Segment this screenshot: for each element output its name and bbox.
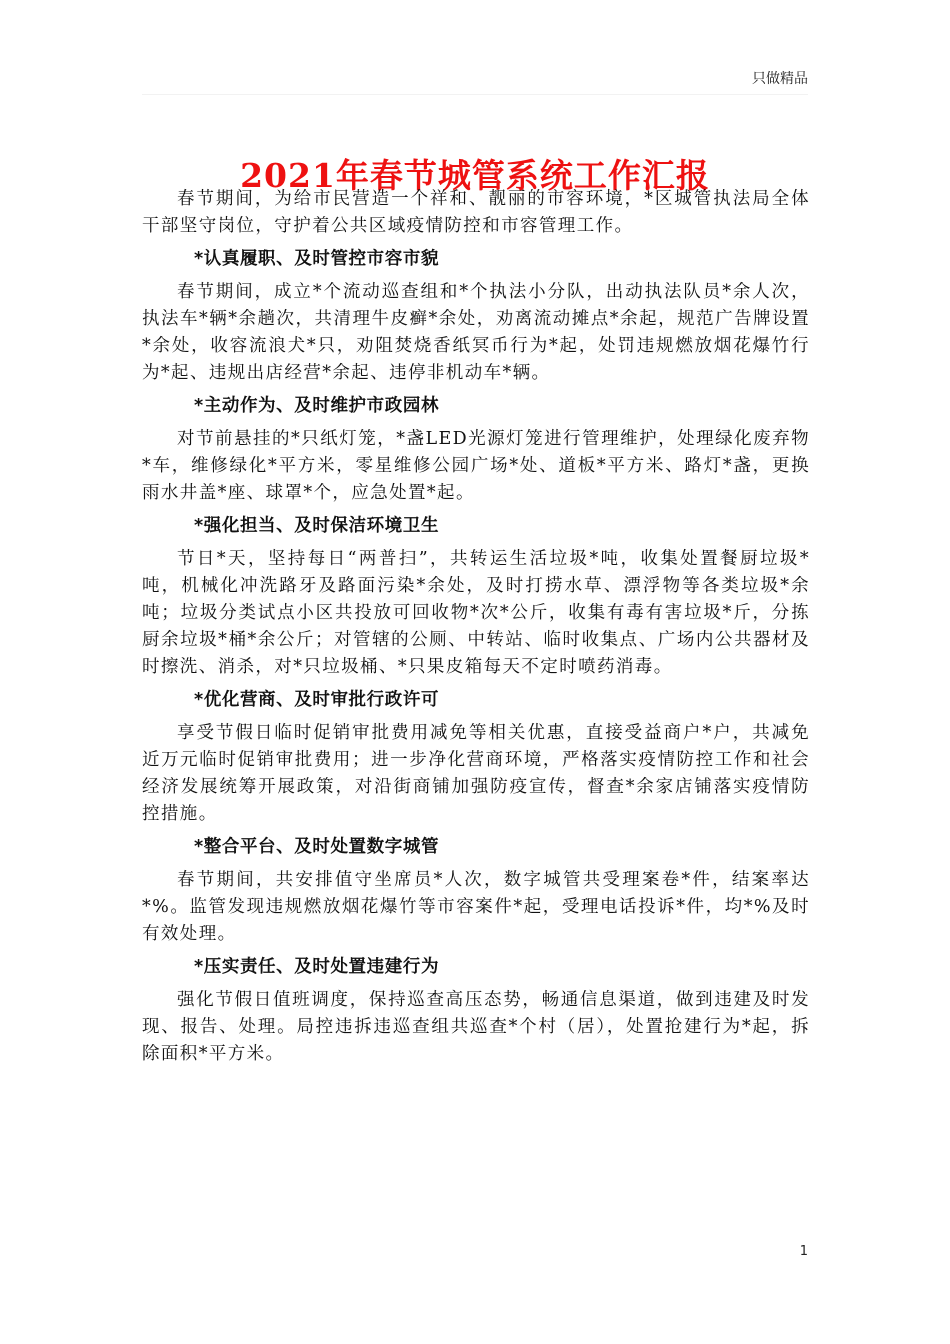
intro-paragraph: 春节期间，为给市民营造一个祥和、靓丽的市容环境，*区城管执法局全体干部坚守岗位，守护着公共区域疫情防控和市容管理工作。 [142, 189, 810, 236]
page-number: 1 [799, 1244, 808, 1259]
section-body-1: 春节期间，成立*个流动巡查组和*个执法小分队，出动执法队员*余人次，执法车*辆*余趟次，共清理牛皮癣*余处，劝离流动摊点*余起，规范广告牌设置*余处，收容流浪犬*只，劝阻焚烧香纸冥币行为*起，处罚违规燃放烟花爆竹行为*起、违规出店经营*余起、违停非机动车*辆。 [142, 282, 810, 383]
section-heading-5: *整合平台、及时处置数字城管 [194, 837, 440, 857]
section-heading-2: *主动作为、及时维护市政园林 [194, 396, 440, 416]
section-heading-6: *压实责任、及时处置违建行为 [194, 957, 440, 977]
section-body-5: 春节期间，共安排值守坐席员*人次，数字城管共受理案卷*件，结案率达*%。监管发现违规燃放烟花爆竹等市容案件*起，受理电话投诉*件，均*%及时有效处理。 [142, 870, 810, 944]
section-heading-3: *强化担当、及时保洁环境卫生 [194, 516, 440, 536]
section-heading-4: *优化营商、及时审批行政许可 [194, 690, 440, 710]
section-body-4: 享受节假日临时促销审批费用减免等相关优惠，直接受益商户*户，共减免近万元临时促销审批费用；进一步净化营商环境，严格落实疫情防控工作和社会经济发展统筹开展政策，对沿街商铺加强防疫宣传，督查*余家店铺落实疫情防控措施。 [142, 723, 810, 824]
header-divider [142, 94, 808, 95]
document-body [142, 186, 810, 1068]
header-note: 只做精品 [752, 71, 808, 87]
section-body-2: 对节前悬挂的*只纸灯笼，*盏LED光源灯笼进行管理维护，处理绿化废弃物*车，维修绿化*平方米，零星维修公园广场*处、道板*平方米、路灯*盏，更换雨水井盖*座、球罩*个，应急处置*起。 [142, 429, 810, 503]
document-title: 2021年春节城管系统工作汇报 [240, 156, 710, 196]
section-body-6: 强化节假日值班调度，保持巡查高压态势，畅通信息渠道，做到违建及时发现、报告、处理。局控违拆违巡查组共巡查*个村（居），处置抢建行为*起，拆除面积*平方米。 [142, 990, 810, 1064]
section-body-3: 节日*天，坚持每日“两普扫”，共转运生活垃圾*吨，收集处置餐厨垃圾*吨，机械化冲洗路牙及路面污染*余处，及时打捞水草、漂浮物等各类垃圾*余吨；垃圾分类试点小区共投放可回收物*次*公斤，收集有毒有害垃圾*斤，分拣厨余垃圾*桶*余公斤；对管辖的公厕、中转站、临时收集点、广场内公共器材及时擦洗、消杀，对*只垃圾桶、*只果皮箱每天不定时喷药消毒。 [142, 549, 810, 677]
section-heading-1: *认真履职、及时管控市容市貌 [194, 249, 440, 269]
